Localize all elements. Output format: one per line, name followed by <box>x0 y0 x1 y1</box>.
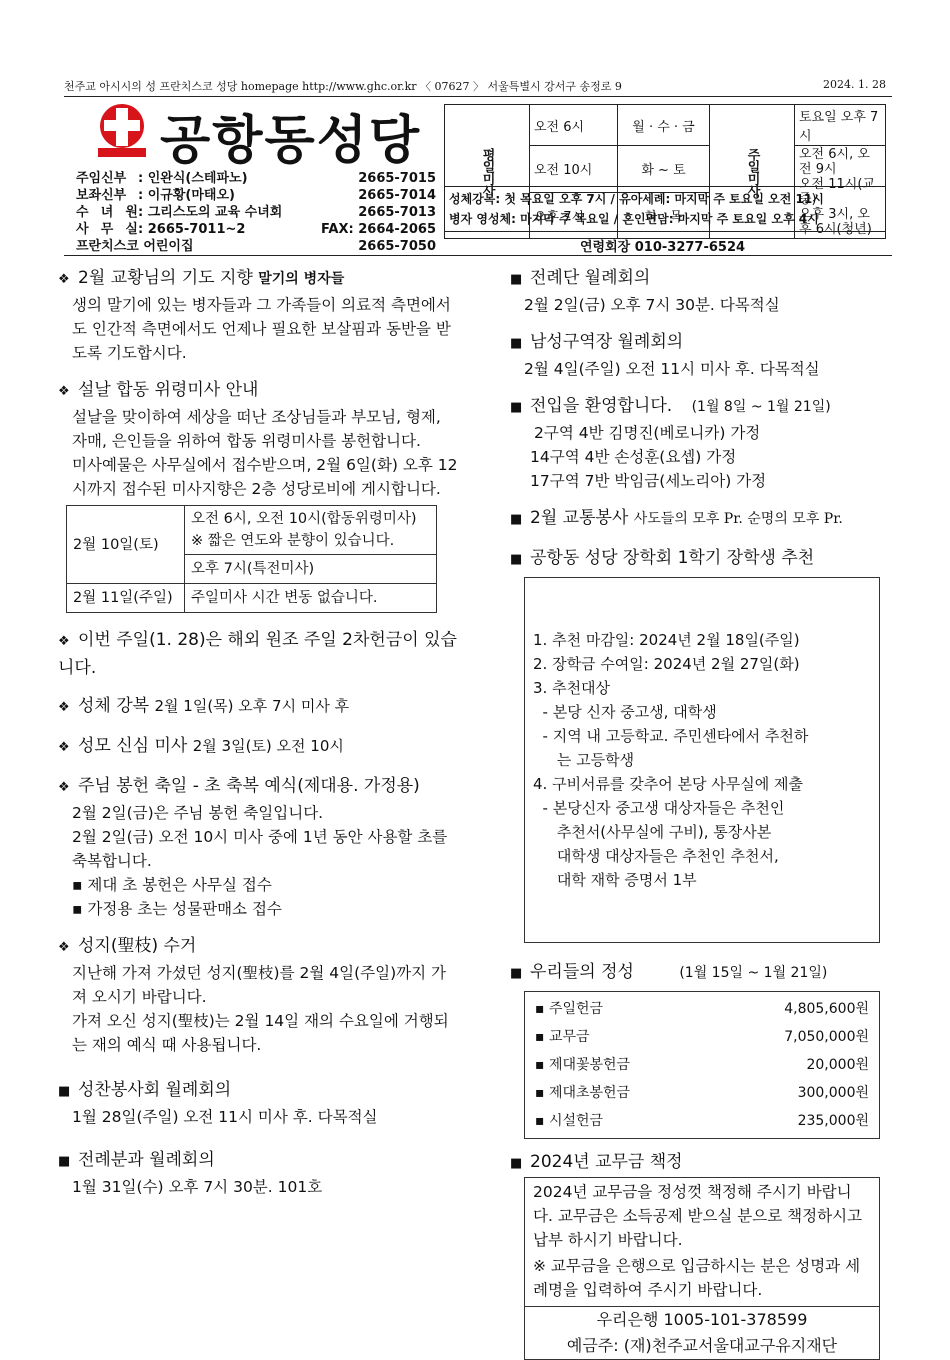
sacrament-info <box>444 186 886 232</box>
section-body: 2월 2일(금)은 주님 봉헌 축일입니다. <box>72 804 324 822</box>
scholarship-box: 1. 추천 마감일: 2024년 2월 18일(주일) 2. 장학금 수여일: 2024년 2월 27일(화) 3. 추천대상 - 본당 신자 중고생, 대학생 - 지역 내 고등학교. 주민센타에서 추천하 는 고등학생 4. 구비서류를 갖추어 본당 사무실에 제출 - 본당신자 중고생 대상자들은 추천인 추천서(사무실에 구비), 통장사본 대학생 대상자들은 추천인 추천서, 대학 재학 증명서 1부 <box>524 577 880 943</box>
memorial-mass-table: 2월 10일(토) 오전 6시, 오전 10시(합동위령미사) ※ 짧은 연도와 분향이 있습니다. 오후 7시(특전미사) 2월 11일(주일) 주일미사 시간 변동 없습니다. <box>66 505 437 613</box>
section-title: ❖ 성체 강복 2월 1일(목) 오후 7시 미사 후 <box>58 696 350 716</box>
weekday-mass-label: 평일미사 <box>445 105 530 239</box>
section-body: 생의 말기에 있는 병자들과 그 가족들이 의료적 측면에서도 인간적 측면에서도 언제나 필요한 보살핌과 동반을 받도록 기도합시다. <box>72 296 451 362</box>
header-rule <box>64 96 892 97</box>
staff-row: 프란치스코 어린이집 2665-7050 <box>76 239 436 254</box>
section-body: 2월 2일(금) 오후 7시 30분. 다목적실 <box>524 296 780 314</box>
issue-date: 2024. 1. 28 <box>823 78 886 91</box>
section-title: ■ 성찬봉사회 월례회의 <box>58 1080 232 1100</box>
section-title: ■ 2월 교통봉사 사도들의 모후 Pr. 순명의 모후 Pr. <box>510 508 843 528</box>
section-title: ❖ 성모 신심 미사 2월 3일(토) 오전 10시 <box>58 736 344 756</box>
header-info-line <box>64 78 902 94</box>
section-title: ❖ 2월 교황님의 기도 지향 말기의 병자들 <box>58 268 345 288</box>
section-body: 2월 2일(금) 오전 10시 미사 중에 1년 동안 사용할 초를 축복합니다. <box>72 828 448 870</box>
dues-body: 2024년 교무금을 정성껏 책정해 주시기 바랍니다. 교무금은 소득공제 받으실 분으로 책정하시고 납부 하시기 바랍니다. <box>533 1183 863 1249</box>
welcome-item: 2구역 4반 김명진(베로니카) 가정 <box>534 424 761 442</box>
sunday-mass-label: 주일미사 <box>710 105 795 239</box>
welcome-item: 17구역 7반 박임금(세노리아) 가정 <box>530 472 767 490</box>
welcome-item: 14구역 4반 손성훈(요셉) 가정 <box>530 448 737 466</box>
sunday-times: 오전 6시, 오전 9시 오전 11시(교중) 오후 3시, 오후 6시(청년) <box>795 146 886 239</box>
offerings-box <box>524 991 880 1139</box>
section-title: ■ 전입을 환영합니다. (1월 8일 ~ 1월 21일) <box>510 396 831 416</box>
weekday-days: 화 ~ 토 <box>618 146 710 193</box>
section-title: ■ 전례분과 월례회의 <box>58 1150 215 1170</box>
funeral-contact: 연령회장 010-3277-6524 <box>580 240 746 255</box>
section-body: 미사예물은 사무실에서 접수받으며, 2월 6일(화) 오후 12시까지 접수된 미사지향은 2층 성당로비에 게시합니다. <box>72 456 458 498</box>
staff-row: 주임신부 : 인완식(스테파노) 2665-7015 <box>76 171 436 186</box>
section-title: ❖ 성지(聖枝) 수거 <box>58 936 197 956</box>
offering-row: ▪ 시설헌금 235,000원 <box>535 1113 869 1129</box>
section-title: ■ 전례단 월례회의 <box>510 268 651 288</box>
section-body: 2월 4일(주일) 오전 11시 미사 후. 다목적실 <box>524 360 820 378</box>
bullet-item: ▪ 제대 초 봉헌은 사무실 접수 <box>72 876 272 894</box>
offering-row: ▪ 교무금 7,050,000원 <box>535 1029 869 1045</box>
parish-name: 공항동성당 <box>160 111 422 171</box>
section-title: ■ 2024년 교무금 책정 <box>510 1152 683 1172</box>
staff-row: 수 녀 원 : 그리스도의 교육 수녀회 2665-7013 <box>76 205 436 220</box>
parish-logo <box>94 102 150 158</box>
sunday-time: 토요일 오후 7시 <box>795 105 886 146</box>
section-body: 가져 오신 성지(聖枝)는 2월 14일 재의 수요일에 거행되는 재의 예식 때 사용됩니다. <box>72 1012 449 1054</box>
offering-row: ▪ 제대꽃봉헌금 20,000원 <box>535 1057 869 1073</box>
staff-row: 사 무 실 : 2665-7011~2 FAX: 2664-2065 <box>76 222 436 237</box>
cross-logo-icon <box>94 102 150 158</box>
weekday-days: 화 · 목 <box>618 192 710 239</box>
staff-list <box>76 170 436 255</box>
weekday-time: 오전 10시 <box>530 146 618 193</box>
section-title: ■ 공항동 성당 장학회 1학기 장학생 추천 <box>510 548 815 568</box>
offering-row: ▪ 주일헌금 4,805,600원 <box>535 1001 869 1017</box>
weekday-time: 오후 7시 <box>530 192 618 239</box>
header-address: 천주교 아시시의 성 프란치스코 성당 homepage http://www.ghc.or.kr 〈 07627 〉 서울특별시 강서구 송정로 9 <box>64 80 622 93</box>
section-title: ■ 우리들의 정성 (1월 15일 ~ 1월 21일) <box>510 962 828 982</box>
weekday-time: 오전 6시 <box>530 105 618 146</box>
section-body: 1월 28일(주일) 오전 11시 미사 후. 다목적실 <box>72 1108 378 1126</box>
sacrament-line: 병자 영성체: 마지막 주 목요일 / 혼인면담: 마지막 주 토요일 오후 4시 <box>449 212 819 226</box>
left-column <box>58 265 458 1199</box>
section-title: ❖ 설날 합동 위령미사 안내 <box>58 380 259 400</box>
section-title: ❖ 주님 봉헌 축일 - 초 축복 예식(제대용. 가정용) <box>58 776 420 796</box>
section-body: 지난해 가져 가셨던 성지(聖枝)를 2월 4일(주일)까지 가져 오시기 바랍니다. <box>72 964 446 1006</box>
section-title: ■ 남성구역장 월례회의 <box>510 332 684 352</box>
sacrament-line: 성체강복: 첫 목요일 오후 7시 / 유아세례: 마지막 주 토요일 오전 11시 <box>449 192 824 206</box>
header-bottom-rule <box>64 255 892 256</box>
bullet-item: ▪ 가정용 초는 성물판매소 접수 <box>72 900 282 918</box>
weekday-days: 월 · 수 · 금 <box>618 105 710 146</box>
section-title: ❖ 이번 주일(1. 28)은 해외 원조 주일 2차헌금이 있습니다. <box>58 630 457 678</box>
dues-note: ※ 교무금을 은행으로 입금하시는 분은 성명과 세례명을 입력하여 주시기 바랍니다. <box>533 1257 861 1299</box>
right-column <box>510 265 890 1360</box>
section-body: 1월 31일(수) 오후 7시 30분. 101호 <box>72 1178 323 1196</box>
section-body: 설날을 맞이하여 세상을 떠난 조상님들과 부모님, 형제, 자매, 은인들을 위하여 합동 위령미사를 봉헌합니다. <box>72 408 441 450</box>
staff-row: 보좌신부 : 이규황(마태오) 2665-7014 <box>76 188 436 203</box>
offering-row: ▪ 제대초봉헌금 300,000원 <box>535 1085 869 1101</box>
dues-box <box>524 1177 880 1360</box>
bank-account: 우리은행 1005-101-378599 예금주: (재)천주교서울대교구유지재단 <box>525 1306 879 1359</box>
